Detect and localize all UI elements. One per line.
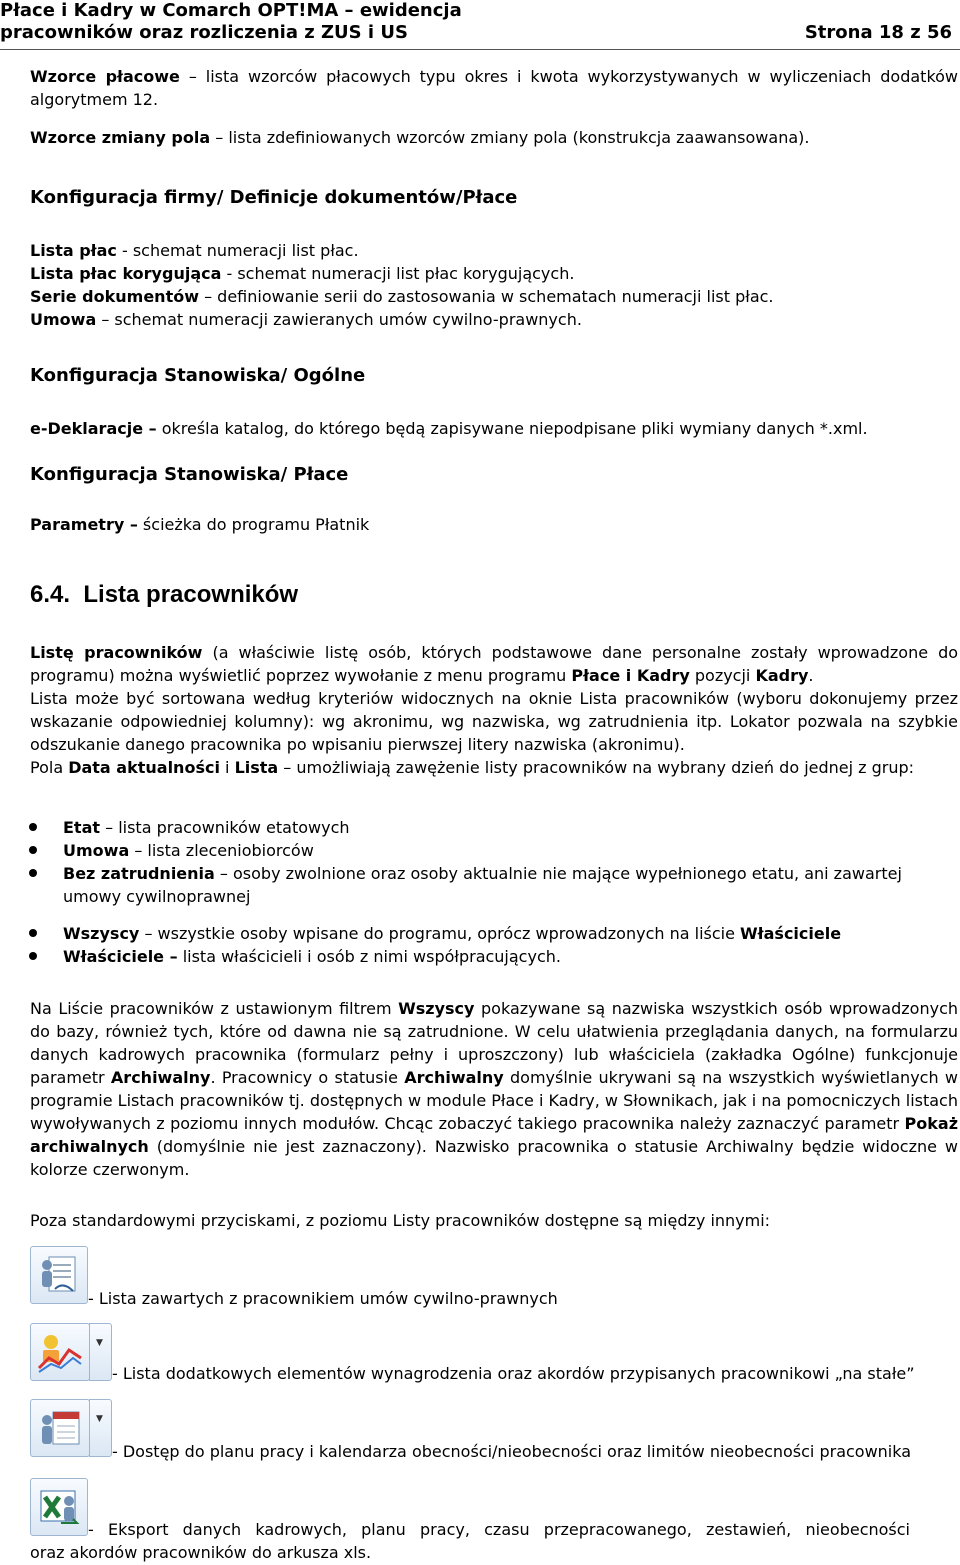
button-caption-continued: oraz akordów pracowników do arkusza xls.	[30, 1543, 372, 1562]
chevron-down-icon: ▼	[96, 1414, 103, 1424]
contract-list-icon	[35, 1251, 83, 1299]
group-text: lista właścicieli i osób z nimi współpracujących.	[177, 947, 561, 966]
pokaz-archiwalnych-term: Pokaż archiwalnych	[30, 1114, 958, 1156]
archive-text: . Pracownicy o statusie	[210, 1068, 405, 1087]
chapter-number: 6.4.	[30, 581, 71, 608]
group-term: Właściciele –	[63, 947, 178, 966]
section-heading-stanowisko-place: Konfiguracja Stanowiska/ Płace	[30, 464, 349, 485]
wzorce-zmiany-paragraph	[30, 126, 958, 149]
umowy-button[interactable]	[30, 1246, 88, 1304]
button-face	[30, 1323, 90, 1381]
group-term: Etat	[63, 818, 101, 837]
intro-text: – umożliwiają zawężenie listy pracowników na wybrany dzień do jednej z grup:	[278, 758, 915, 777]
archive-text: domyślnie ukrywani są na wszystkich wyświetlanych w programie Listach pracowników tj. dostępnych w module Płace i Kadry, w Słownikach, jak i na pomocniczych listach wywoływanych z poziomu innych modułów. Chcąc zobaczyć takiego pracownika należy zaznaczyć parametr	[30, 1068, 958, 1133]
additional-elements-icon	[35, 1328, 85, 1376]
intro-term: Listę pracowników	[30, 643, 203, 662]
page-number: Strona 18 z 56	[804, 22, 952, 43]
bullet-dot	[29, 846, 37, 854]
header-divider	[0, 49, 960, 50]
intro-text: pozycji	[689, 666, 756, 685]
wzorce-placowe-paragraph	[30, 65, 958, 111]
chapter-title: Lista pracowników	[83, 581, 299, 608]
bullet-dot	[29, 823, 37, 831]
dropdown-arrow[interactable]	[89, 1399, 112, 1457]
parametry-term: Parametry –	[30, 515, 138, 534]
group-text: – lista zleceniobiorców	[129, 841, 314, 860]
firma-item-term: Umowa	[30, 310, 97, 329]
archive-text: (domyślnie nie jest zaznaczony). Nazwisko pracownika o statusie Archiwalny będzie widoczne w kolorze czerwonym.	[30, 1137, 958, 1179]
button-caption: - Eksport danych kadrowych, planu pracy, czasu przepracowanego, zestawień, nieobecności	[88, 1520, 910, 1539]
archive-text: Na Liście pracowników z ustawionym filtrem	[30, 999, 399, 1018]
buttons-intro: Poza standardowymi przyciskami, z poziomu Listy pracowników dostępne są między innymi:	[30, 1211, 771, 1230]
parametry-paragraph	[30, 513, 958, 536]
firma-item	[30, 308, 958, 331]
bullet-dot	[29, 952, 37, 960]
intro-text: .	[808, 666, 814, 685]
firma-item-text: – definiowanie serii do zastosowania w schematach numeracji list płac.	[198, 287, 774, 306]
intro-paragraph-1	[30, 641, 958, 687]
dropdown-arrow[interactable]	[89, 1323, 112, 1381]
e-deklaracje-text: określa katalog, do którego będą zapisywane niepodpisane pliki wymiany danych *.xml.	[156, 419, 868, 438]
button-face	[30, 1399, 90, 1457]
firma-item-term: Lista płac korygująca	[30, 264, 222, 283]
intro-text: Pola	[30, 758, 69, 777]
intro-text: (a właściwie listę osób, których podstawowe dane personalne zostały wprowadzone do programu) można wyświetlić poprzez wywołanie z menu programu	[30, 643, 959, 685]
button-caption: - Dostęp do planu pracy i kalendarza obecności/nieobecności oraz limitów nieobecności pracownika	[112, 1442, 912, 1461]
group-text: – wszystkie osoby wpisane do programu, oprócz wprowadzonych na liście	[139, 924, 741, 943]
firma-item-text: - schemat numeracji list płac korygujących.	[221, 264, 575, 283]
button-face	[30, 1246, 88, 1304]
group-text: – osoby zwolnione oraz osoby aktualnie nie mające wypełnionego etatu, ani zawartej umowy cywilnoprawnej	[63, 864, 902, 906]
wzorce-placowe-term: Wzorce płacowe	[30, 67, 180, 86]
excel-export-icon	[35, 1483, 83, 1531]
group-text: – lista pracowników etatowych	[100, 818, 350, 837]
header-title-line1: Płace i Kadry w Comarch OPT!MA – ewidencja	[0, 0, 462, 21]
list-item	[63, 862, 958, 908]
firma-item	[30, 239, 958, 262]
list-item	[63, 839, 958, 862]
firma-item-text: - schemat numeracji list płac.	[116, 241, 359, 260]
firma-item	[30, 262, 958, 285]
dodatkowe-elementy-button[interactable]	[30, 1323, 112, 1381]
section-heading-firma: Konfiguracja firmy/ Definicje dokumentów/Płace	[30, 187, 518, 208]
wzorce-zmiany-text: – lista zdefiniowanych wzorców zmiany pola (konstrukcja zaawansowana).	[210, 128, 810, 147]
chapter-heading	[30, 580, 298, 610]
bullet-dot	[29, 929, 37, 937]
wzorce-placowe-text: – lista wzorców płacowych typu okres i kwota wykorzystywanych w wyliczeniach dodatków algorytmem 12.	[30, 67, 959, 109]
list-item	[63, 945, 958, 968]
intro-menu: Płace i Kadry	[571, 666, 690, 685]
firma-item-term: Lista płac	[30, 241, 117, 260]
list-item	[63, 922, 958, 945]
header-title-line2: pracowników oraz rozliczenia z ZUS i US	[0, 22, 408, 43]
button-caption: - Lista zawartych z pracownikiem umów cywilno-prawnych	[88, 1289, 558, 1308]
section-heading-stanowisko-ogolne: Konfiguracja Stanowiska/ Ogólne	[30, 365, 366, 386]
firma-item	[30, 285, 958, 308]
wszyscy-term: Wszyscy	[398, 999, 475, 1018]
firma-item-term: Serie dokumentów	[30, 287, 199, 306]
parametry-text: ścieżka do programu Płatnik	[137, 515, 370, 534]
group-term: Wszyscy	[63, 924, 140, 943]
list-item	[63, 816, 958, 839]
page-header	[0, 0, 960, 48]
e-deklaracje-term: e-Deklaracje –	[30, 419, 157, 438]
eksport-xls-button[interactable]	[30, 1478, 88, 1536]
intro-position: Kadry	[755, 666, 809, 685]
work-plan-icon	[35, 1404, 85, 1452]
intro-paragraph-2: Lista może być sortowana według kryteriów widocznych na oknie Lista pracowników (wyboru dokonujemy przez wskazanie odpowiedniej kolumny): wg akronimu, wg nazwiska, wg zatrudnienia itp. Lokator pozwala na szybkie odszukanie danego pracownika po wpisaniu pierwszej litery nazwiska (akronimu).	[30, 689, 958, 754]
intro-text: i	[219, 758, 235, 777]
chevron-down-icon: ▼	[96, 1338, 103, 1348]
bullet-dot	[29, 869, 37, 877]
firma-item-text: – schemat numeracji zawieranych umów cywilno-prawnych.	[96, 310, 582, 329]
plan-pracy-button[interactable]	[30, 1399, 112, 1457]
group-term: Bez zatrudnienia	[63, 864, 215, 883]
wzorce-zmiany-term: Wzorce zmiany pola	[30, 128, 211, 147]
group-term: Umowa	[63, 841, 130, 860]
intro-paragraph-3	[30, 756, 958, 779]
button-face	[30, 1478, 88, 1536]
lista-term: Lista	[234, 758, 279, 777]
archive-paragraph	[30, 997, 958, 1181]
archive-text: pokazywane są nazwiska wszystkich osób wprowadzonych do bazy, również tych, które od dawna nie są zatrudnione. W celu ułatwienia przeglądania danych, na formularzu danych kadrowych pracownika (formularz pełny i uproszczony) lub właściciela (zakładka Ogólne) funkcjonuje parametr	[30, 999, 958, 1087]
data-aktualnosci-term: Data aktualności	[68, 758, 220, 777]
group-term-secondary: Właściciele	[740, 924, 842, 943]
button-caption: - Lista dodatkowych elementów wynagrodzenia oraz akordów przypisanych pracownikowi „na stałe”	[112, 1364, 915, 1383]
archiwalny-term: Archiwalny	[110, 1068, 211, 1087]
e-deklaracje-paragraph	[30, 417, 958, 440]
archiwalny-term: Archiwalny	[404, 1068, 504, 1087]
